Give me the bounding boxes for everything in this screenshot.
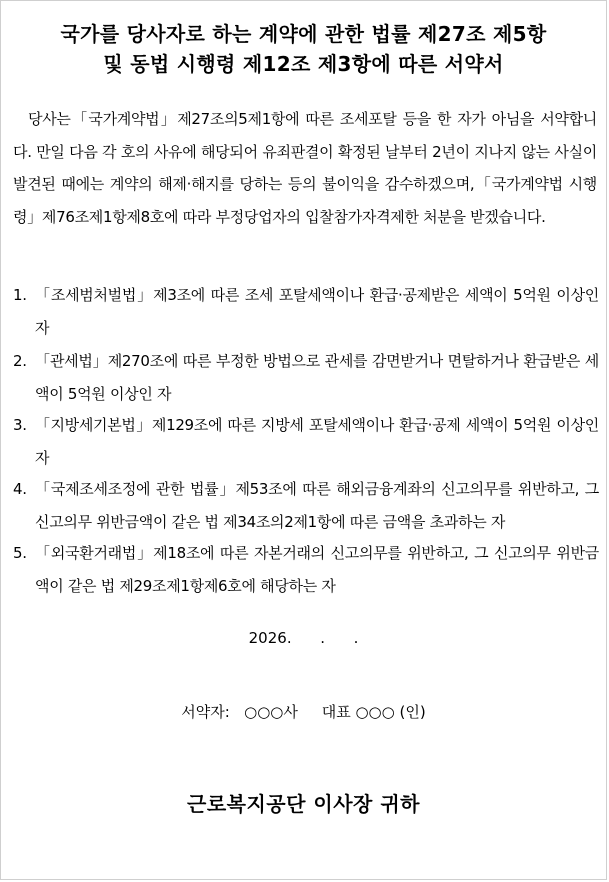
list-item-number: 4. [13,480,27,498]
addressee: 근로복지공단 이사장 귀하 [187,792,420,816]
title-line-2: 및 동법 시행령 제12조 제3항에 따른 서약서 [103,52,504,76]
list-item-text: 「조세범처벌법」제3조에 따른 조세 포탈세액이나 환급·공제받은 세액이 5억원 이상인 자 [35,286,599,337]
list-item [13,409,599,473]
signing-date: 2026. . . [248,629,359,647]
list-item-text: 「국제조세조정에 관한 법률」제53조에 따른 해외금융계좌의 신고의무를 위반하고, 그 신고의무 위반금액이 같은 법 제34조의2제1항에 따른 금액을 초과하는 자 [35,480,599,531]
signer-line: 서약자: ○○○사 대표 ○○○ (인) [181,703,426,721]
list-item [13,537,599,601]
list-item-text: 「지방세기본법」제129조에 따른 지방세 포탈세액이나 환급·공제 세액이 5억원 이상인 자 [35,416,599,467]
list-item [13,345,599,409]
title-line-1: 국가를 당사자로 하는 계약에 관한 법률 제27조 제5항 [60,22,547,46]
list-item-text: 「관세법」제270조에 따른 부정한 방법으로 관세를 감면받거나 면탈하거나 환급받은 세액이 5억원 이상인 자 [35,352,599,403]
list-item-number: 2. [13,352,27,370]
violation-list [13,279,599,601]
list-item-number: 3. [13,416,27,434]
list-item-text: 「외국환거래법」제18조에 따른 자본거래의 신고의무를 위반하고, 그 신고의무 위반금액이 같은 법 제29조제1항제6호에 해당하는 자 [35,544,599,595]
list-item-number: 5. [13,544,27,562]
list-item [13,279,599,345]
list-item-number: 1. [13,286,27,304]
document-title [11,19,596,79]
list-item [13,473,599,537]
intro-paragraph: 당사는「국가계약법」제27조의5제1항에 따른 조세포탈 등을 한 자가 아님을 서약합니다. 만일 다음 각 호의 사유에 해당되어 유죄판결이 확정된 날부터 2년이 지나지 않는 사실이 발견된 때에는 계약의 해제·해지를 당하는 등의 불이익을 감수하겠으며,「국가계약법 시행령」제76조제1항제8호에 따라 부정당업자의 입찰참가자격제한 처분을 받겠습니다. [13,110,597,226]
